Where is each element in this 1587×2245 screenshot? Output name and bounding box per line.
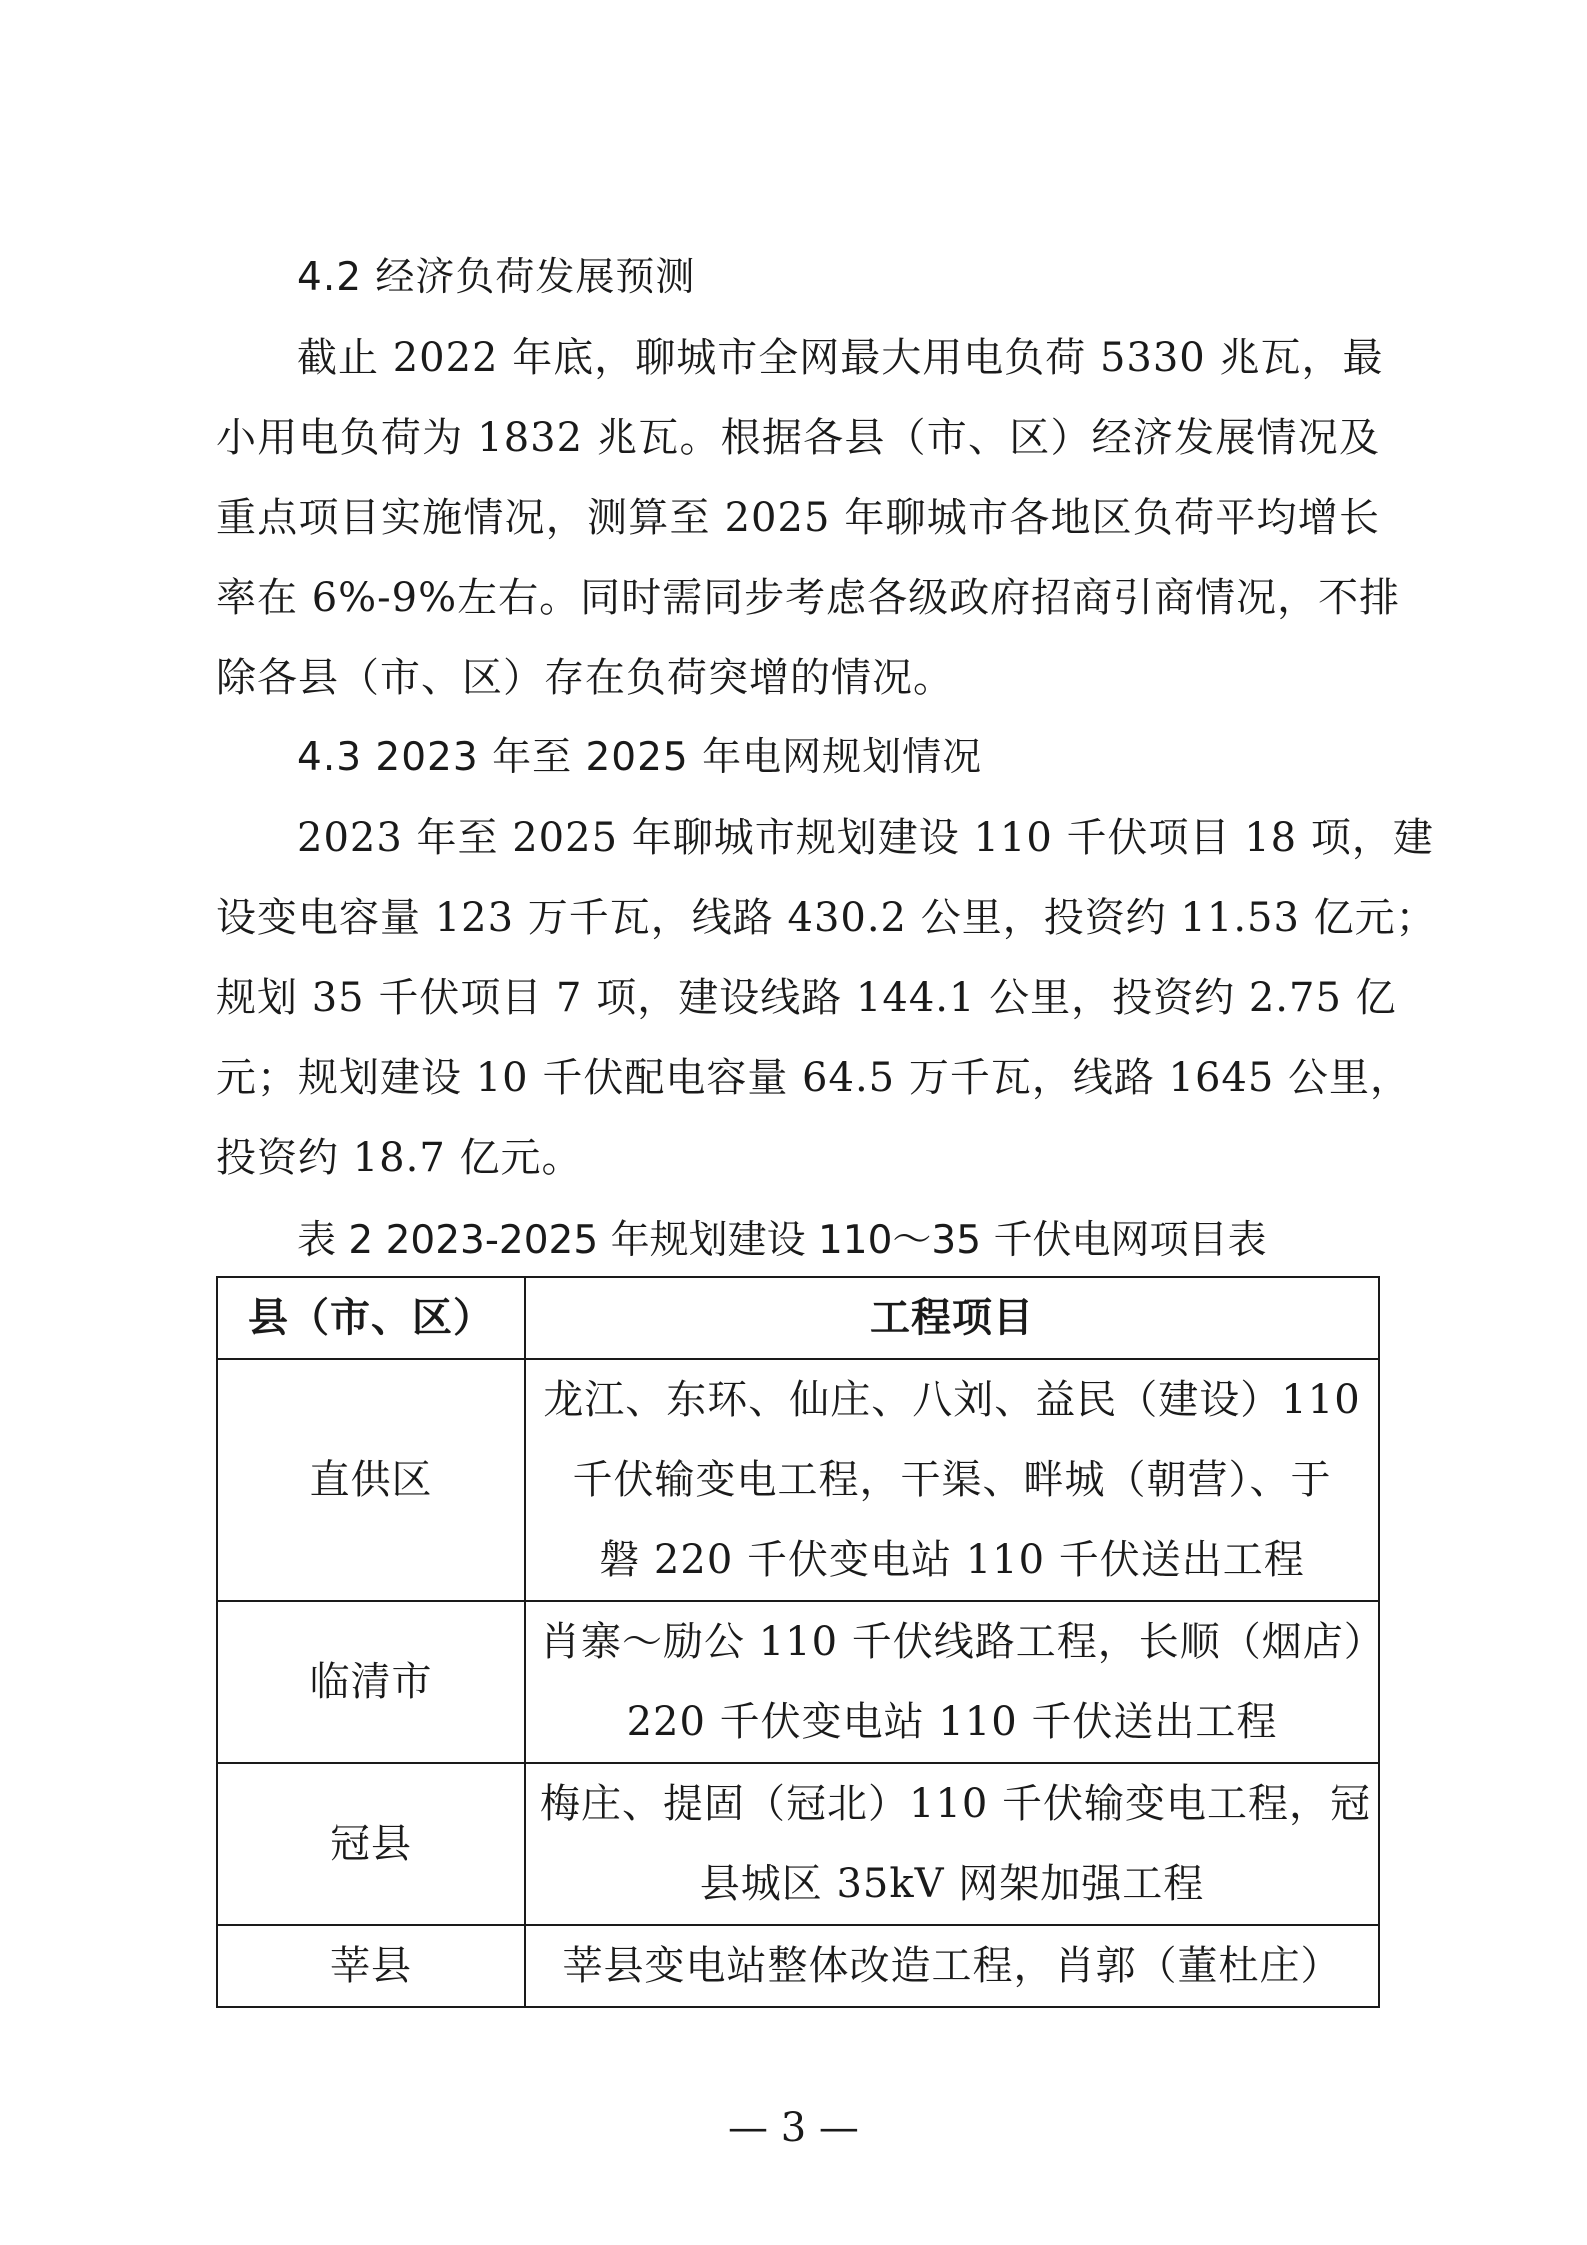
project-line: 220 千伏变电站 110 千伏送出工程 (626, 1699, 1278, 1745)
table-row (217, 1359, 1379, 1601)
paragraph-line: 元；规划建设 10 千伏配电容量 64.5 万千瓦，线路 1645 公里， (216, 1055, 1412, 1101)
project-cell (525, 1925, 1379, 2007)
table-header-row (217, 1277, 1379, 1359)
project-cell (525, 1359, 1379, 1601)
section-heading-4-2: 4.2 经济负荷发展预测 (297, 255, 696, 300)
project-line: 县城区 35kV 网架加强工程 (699, 1861, 1205, 1907)
project-line: 莘县变电站整体改造工程，肖郭（董杜庄） (562, 1943, 1342, 1989)
project-line: 肖寨～励公 110 千伏线路工程，长顺（烟店） (540, 1619, 1385, 1665)
paragraph-line: 投资约 18.7 亿元。 (216, 1135, 583, 1181)
paragraph-line: 截止 2022 年底，聊城市全网最大用电负荷 5330 兆瓦，最 (297, 335, 1384, 381)
county-cell: 临清市 (217, 1601, 525, 1763)
project-cell (525, 1601, 1385, 1763)
county-cell: 莘县 (217, 1925, 525, 2007)
paragraph-line: 重点项目实施情况，测算至 2025 年聊城市各地区负荷平均增长 (216, 495, 1380, 541)
header-county: 县（市、区） (217, 1277, 525, 1359)
project-line: 梅庄、提固（冠北）110 千伏输变电工程，冠 (540, 1781, 1372, 1827)
project-cell (525, 1763, 1379, 1925)
paragraph-line: 设变电容量 123 万千瓦，线路 430.2 公里，投资约 11.53 亿元； (216, 895, 1437, 941)
table-row (217, 1925, 1379, 2007)
paragraph-line: 规划 35 千伏项目 7 项，建设线路 144.1 公里，投资约 2.75 亿 (216, 975, 1397, 1021)
paragraph-line: 率在 6%-9%左右。同时需同步考虑各级政府招商引商情况，不排 (216, 575, 1401, 621)
header-project: 工程项目 (525, 1277, 1379, 1359)
table-caption: 表 2 2023-2025 年规划建设 110～35 千伏电网项目表 (297, 1218, 1267, 1263)
paragraph-line: 2023 年至 2025 年聊城市规划建设 110 千伏项目 18 项，建 (297, 815, 1434, 861)
section-heading-4-3: 4.3 2023 年至 2025 年电网规划情况 (297, 735, 983, 780)
county-cell: 直供区 (217, 1359, 525, 1601)
project-table (216, 1276, 1385, 2008)
project-line: 龙江、东环、仙庄、八刘、益民（建设）110 (543, 1377, 1361, 1423)
paragraph-line: 除各县（市、区）存在负荷突增的情况。 (216, 655, 954, 701)
county-cell: 冠县 (217, 1763, 525, 1925)
paragraph-line: 小用电负荷为 1832 兆瓦。根据各县（市、区）经济发展情况及 (216, 415, 1380, 461)
page-number: — 3 — (728, 2105, 859, 2151)
table-row (217, 1763, 1379, 1925)
project-line: 千伏输变电工程，干渠、畔城（朝营）、于 (572, 1457, 1332, 1503)
project-line: 磐 220 千伏变电站 110 千伏送出工程 (599, 1537, 1305, 1583)
table-row (217, 1601, 1379, 1763)
